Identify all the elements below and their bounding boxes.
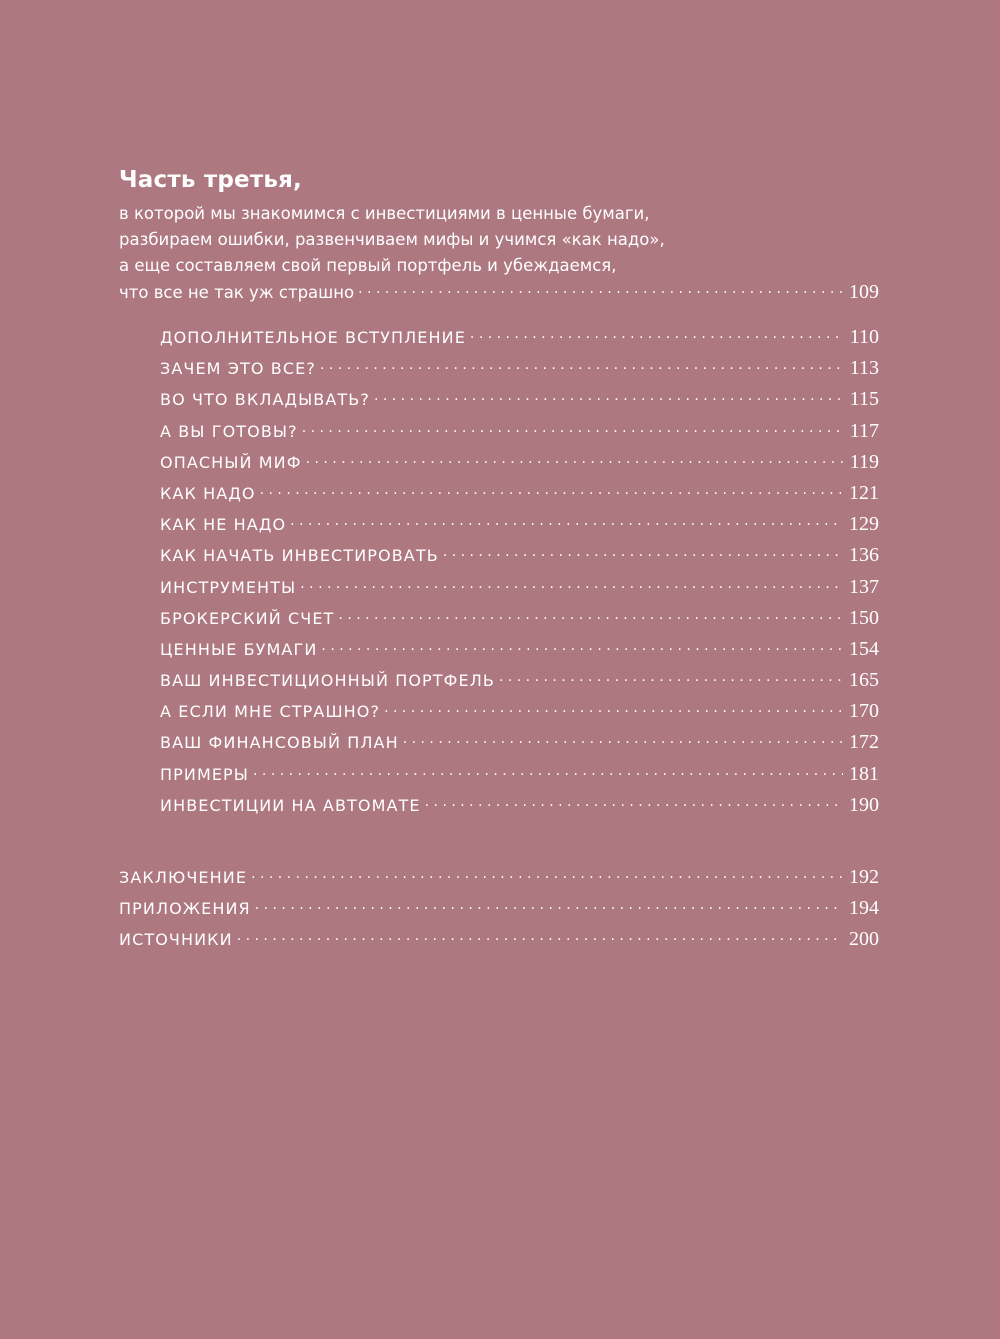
toc-entry-label: КАК НЕ НАДО: [160, 515, 287, 535]
toc-entry-label: КАК НАДО: [160, 483, 256, 503]
dot-leader: [237, 929, 843, 945]
toc-entry[interactable]: [160, 384, 879, 415]
part-description: [119, 201, 879, 306]
toc-entry[interactable]: [160, 353, 879, 384]
section-list: [119, 322, 879, 821]
toc-entry-label: БРОКЕРСКИЙ СЧЕТ: [160, 608, 335, 628]
toc-entry-label: ОПАСНЫЙ МИФ: [160, 452, 302, 472]
toc-entry[interactable]: [160, 759, 879, 790]
toc-entry-page-number: 115: [849, 388, 879, 411]
toc-entry-label: А ЕСЛИ МНЕ СТРАШНО?: [160, 702, 381, 722]
toc-entry[interactable]: [160, 572, 879, 603]
dot-leader: [384, 701, 843, 717]
toc-entry-page-number: 150: [849, 606, 879, 629]
toc-entry-label: ДОПОЛНИТЕЛЬНОЕ ВСТУПЛЕНИЕ: [160, 328, 466, 347]
toc-entry-page-number: 181: [849, 762, 879, 785]
dot-leader: [321, 639, 843, 655]
toc-entry[interactable]: [160, 790, 879, 821]
toc-entry-page-number: 165: [849, 669, 879, 692]
toc-entry-page-number: 154: [849, 637, 879, 660]
toc-entry-page-number: 172: [849, 731, 879, 754]
toc-entry-page-number: 121: [849, 481, 879, 504]
toc-entry-label: А ВЫ ГОТОВЫ?: [160, 421, 298, 441]
part-description-line: в которой мы знакомимся с инвестициями в ценные бумаги,: [119, 204, 650, 223]
toc-entry[interactable]: [160, 727, 879, 758]
toc-entry-page-number: 170: [849, 700, 879, 723]
dot-leader: [470, 327, 844, 343]
toc-entry-label: ИНВЕСТИЦИИ НА АВТОМАТЕ: [160, 795, 421, 815]
toc-entry-page-number: 113: [849, 357, 879, 380]
toc-entry-page-number: 194: [849, 897, 879, 920]
dot-leader: [338, 608, 843, 624]
toc-entry[interactable]: [160, 696, 879, 727]
toc-entry-label: ИНСТРУМЕНТЫ: [160, 577, 297, 597]
toc-entry-label: ЗАКЛЮЧЕНИЕ: [119, 868, 248, 887]
toc-entry[interactable]: [160, 509, 879, 540]
toc-entry-label: ПРИМЕРЫ: [160, 764, 250, 784]
toc-entry-label: ЦЕННЫЕ БУМАГИ: [160, 639, 318, 659]
dot-leader: [300, 577, 843, 593]
toc-entry-label: КАК НАЧАТЬ ИНВЕСТИРОВАТЬ: [160, 546, 439, 566]
toc-entry-page-number: 200: [849, 928, 879, 951]
toc-entry[interactable]: [160, 478, 879, 509]
toc-entry-label: ИСТОЧНИКИ: [119, 930, 233, 950]
dot-leader: [255, 898, 843, 914]
toc-entry-page-number: 117: [849, 419, 879, 442]
toc-entry[interactable]: [160, 665, 879, 696]
toc-entry-label: ВАШ ФИНАНСОВЫЙ ПЛАН: [160, 733, 399, 753]
part-page-number: 109: [849, 281, 879, 303]
part-title: Часть третья,: [119, 167, 302, 193]
dot-leader: [302, 421, 844, 437]
toc-entry[interactable]: [160, 540, 879, 571]
toc-entry-page-number: 110: [849, 326, 879, 348]
toc-entry[interactable]: [160, 416, 879, 447]
dot-leader: [290, 514, 843, 530]
toc-entry-label: ВАШ ИНВЕСТИЦИОННЫЙ ПОРТФЕЛЬ: [160, 671, 495, 691]
dot-leader: [425, 795, 843, 811]
toc-entry-label: ВО ЧТО ВКЛАДЫВАТЬ?: [160, 390, 370, 410]
end-matter-list: [119, 862, 879, 956]
part-description-line: разбираем ошибки, развенчиваем мифы и учимся «как надо»,: [119, 230, 665, 249]
toc-entry-page-number: 190: [849, 793, 879, 816]
toc-entry[interactable]: [119, 862, 879, 893]
dot-leader: [499, 670, 843, 686]
toc-entry[interactable]: [119, 893, 879, 924]
toc-entry-page-number: 119: [849, 450, 879, 473]
part-description-line: что все не так уж страшно: [119, 283, 355, 302]
toc-entry-page-number: 129: [849, 513, 879, 536]
dot-leader: [320, 358, 844, 374]
dot-leader: [443, 545, 843, 561]
toc-entry[interactable]: [160, 447, 879, 478]
toc-entry[interactable]: [160, 603, 879, 634]
part-description-last-row[interactable]: [119, 279, 879, 306]
toc-entry[interactable]: [160, 634, 879, 665]
dot-leader: [253, 764, 843, 780]
table-of-contents: [119, 165, 879, 956]
toc-entry[interactable]: [160, 322, 879, 353]
part-description-line: а еще составляем свой первый портфель и убеждаемся,: [119, 256, 617, 275]
dot-leader: [251, 867, 843, 883]
toc-entry[interactable]: [119, 924, 879, 955]
dot-leader: [260, 483, 843, 499]
toc-entry-page-number: 137: [849, 575, 879, 598]
toc-entry-page-number: 136: [849, 544, 879, 567]
dot-leader: [374, 389, 844, 405]
dot-leader: [403, 732, 843, 748]
toc-entry-page-number: 192: [849, 866, 879, 888]
toc-entry-label: ЗАЧЕМ ЭТО ВСЕ?: [160, 359, 316, 379]
dot-leader: [358, 282, 843, 299]
dot-leader: [306, 452, 844, 468]
toc-entry-label: ПРИЛОЖЕНИЯ: [119, 899, 251, 919]
